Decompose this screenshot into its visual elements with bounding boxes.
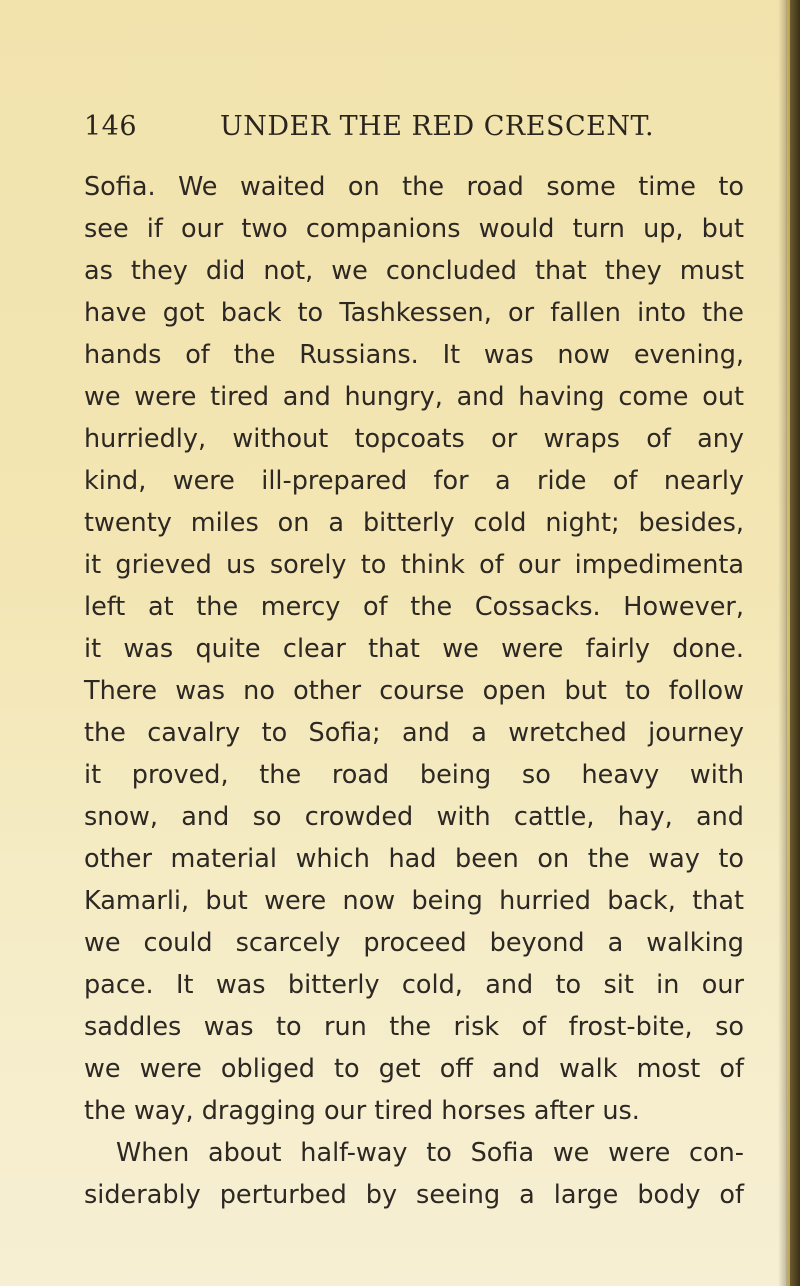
text-line: the way, dragging our tired horses after us. bbox=[84, 1096, 640, 1126]
text-line: it grieved us sorely to think of our impedimenta bbox=[84, 550, 744, 580]
text-line: see if our two companions would turn up, but bbox=[84, 214, 744, 244]
text-line: have got back to Tashkessen, or fallen into the bbox=[84, 298, 744, 328]
text-line: Sofia. We waited on the road some time to bbox=[84, 172, 744, 202]
body-text bbox=[84, 166, 744, 1216]
text-line: snow, and so crowded with cattle, hay, and bbox=[84, 802, 744, 832]
text-line-paragraph-start: When about half-way to Sofia we were con- bbox=[116, 1138, 744, 1168]
text-line: it was quite clear that we were fairly done. bbox=[84, 634, 744, 664]
text-line: we were obliged to get off and walk most of bbox=[84, 1054, 744, 1084]
page-number: 146 bbox=[84, 110, 138, 142]
text-line: it proved, the road being so heavy with bbox=[84, 760, 744, 790]
running-title: UNDER THE RED CRESCENT. bbox=[220, 110, 655, 142]
text-line: left at the mercy of the Cossacks. However, bbox=[84, 592, 744, 622]
text-line: saddles was to run the risk of frost-bite, so bbox=[84, 1012, 744, 1042]
text-line: pace. It was bitterly cold, and to sit in our bbox=[84, 970, 744, 1000]
text-line: There was no other course open but to follow bbox=[84, 676, 744, 706]
page-header bbox=[84, 106, 724, 146]
text-line: we were tired and hungry, and having come out bbox=[84, 382, 744, 412]
text-line: siderably perturbed by seeing a large body of bbox=[84, 1180, 744, 1210]
text-line: other material which had been on the way to bbox=[84, 844, 744, 874]
text-line: Kamarli, but were now being hurried back, that bbox=[84, 886, 744, 916]
spine-gilt-stripe bbox=[787, 0, 790, 1286]
text-line: hurriedly, without topcoats or wraps of any bbox=[84, 424, 744, 454]
text-line: we could scarcely proceed beyond a walking bbox=[84, 928, 744, 958]
text-line: hands of the Russians. It was now evening, bbox=[84, 340, 744, 370]
text-line: as they did not, we concluded that they must bbox=[84, 256, 744, 286]
text-line: kind, were ill-prepared for a ride of nearly bbox=[84, 466, 744, 496]
text-line: the cavalry to Sofia; and a wretched journey bbox=[84, 718, 744, 748]
text-line: twenty miles on a bitterly cold night; besides, bbox=[84, 508, 744, 538]
